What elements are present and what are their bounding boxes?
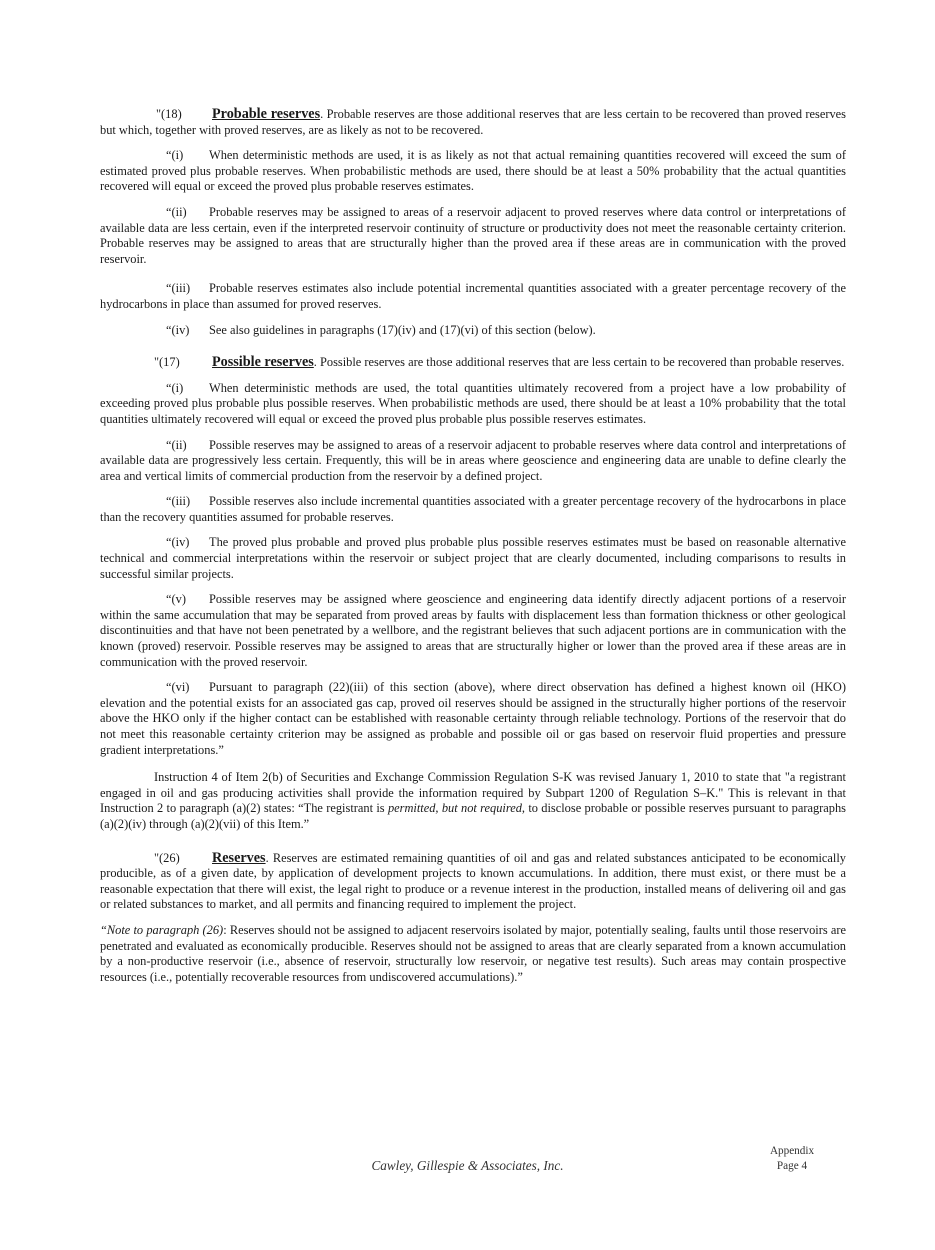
item-number: “(iv) (166, 322, 190, 337)
section-heading: Probable reserves (212, 106, 321, 122)
section-number: "(17) (154, 355, 180, 370)
document-body (100, 107, 846, 995)
item-number: “(ii) (166, 437, 187, 452)
item-number: “(i) (166, 148, 184, 163)
item-number: “(i) (166, 380, 184, 395)
item-number: “(iii) (166, 494, 191, 509)
item-text: When deterministic methods are used, the total quantities ultimately recovered from a project have a low probability of exceeding proved plus probable plus possible reserves. When probabilistic methods are used, there should be at least a 10% probability that the total quantities ultimately recovered will equal or exceed the proved plus probable plus possible reserves estimates. (100, 380, 846, 426)
note-text: : Reserves should not be assigned to adjacent reservoirs isolated by major, potentially sealing, faults until those reservoirs are penetrated and evaluated as economically producible. Reserves should not be assigned to areas that are clearly separated from a known accumulation by a non-productive reservoir (i.e., absence of reservoir, structurally low reservoir, or negative test results). Such areas may contain prospective resources (i.e., potentially recoverable resources from undiscovered accumulations).” (100, 922, 846, 984)
section-17-item-v (100, 592, 846, 670)
section-17-item-iii (100, 494, 846, 525)
section-heading: Possible reserves (212, 354, 314, 371)
item-text: Possible reserves may be assigned where geoscience and engineering data identify directly adjacent portions of a reservoir within the same accumulation that may be separated from proved areas by faults with displacement less than formation thickness or other geological discontinuities and that have not been penetrated by a wellbore, and the registrant believes that such adjacent portions are in communication with the known (proved) reservoir. Possible reserves may be assigned to areas that are structurally higher or lower than the proved area if these areas are in communication with the proved reservoir. (100, 592, 846, 669)
section-17-item-iv (100, 535, 846, 582)
item-number: “(iii) (166, 281, 191, 296)
item-text: Pursuant to paragraph (22)(iii) of this section (above), where direct observation has defined a highest known oil (HKO) elevation and the potential exists for an associated gas cap, proved oil reserves should be assigned in the structurally higher portions of the reservoir above the HKO only if the higher contact can be established with reasonable certainty through reliable technology. Portions of the reservoir that do not meet this reasonable certainty criterion may be assigned as probable and possible oil or gas based on reservoir fluid properties and pressure gradient interpretations.” (100, 680, 846, 757)
item-text: Possible reserves may be assigned to areas of a reservoir adjacent to probable reserves where data control and interpretations of available data are progressively less certain. Frequently, this will be in areas where geoscience and engineering data are unable to define clearly the area and vertical limits of commercial production from the reservoir by a defined project. (100, 437, 846, 483)
item-number: “(ii) (166, 204, 187, 219)
footer-page-info (764, 1144, 820, 1174)
section-18-item-iii (100, 281, 846, 312)
item-text: The proved plus probable and proved plus probable plus possible reserves estimates must be based on reasonable alternative technical and commercial interpretations within the reservoir or subject project that are clearly documented, including comparisons to results in successful similar projects. (100, 535, 846, 581)
footer-appendix-label: Appendix (769, 1145, 815, 1157)
item-number: “(vi) (166, 680, 190, 695)
instruction-emphasis: permitted, but not required (387, 801, 522, 816)
section-intro-text: . Possible reserves are those additional reserves that are less certain to be recovered than probable reserves. (313, 355, 845, 370)
section-17-item-ii (100, 438, 846, 485)
section-26-intro (100, 851, 846, 913)
item-text: Probable reserves estimates also include potential incremental quantities associated with a greater percentage recovery of the hydrocarbons in place than assumed for proved reserves. (100, 281, 846, 311)
item-text: When deterministic methods are used, it is as likely as not that actual remaining quantities recovered will exceed the sum of estimated proved plus probable reserves. When probabilistic methods are used, there should be at least a 50% probability that the actual quantities recovered will equal or exceed the proved plus probable reserves estimates. (100, 148, 846, 194)
section-17-intro (100, 355, 846, 371)
section-18-intro (100, 107, 846, 138)
footer-page-number: Page 4 (776, 1160, 808, 1172)
footer-firm-name: Cawley, Gillespie & Associates, Inc. (371, 1158, 564, 1173)
section-intro-text: . Reserves are estimated remaining quantities of oil and gas and related substances anticipated to be economically producible, as of a given date, by application of development projects to known accumulations. In addition, there must exist, or there must be a reasonable expectation that there will exist, the legal right to produce or a revenue interest in the production, installed means of delivering oil and gas or related substances to market, and all permits and financing required to implement the project. (100, 850, 846, 912)
item-text: See also guidelines in paragraphs (17)(iv) and (17)(vi) of this section (below). (209, 322, 596, 337)
instruction-text: Instruction 4 of Item 2(b) of Securities and Exchange Commission Regulation S-K was revised January 1, 2010 to state that "a registrant engaged in oil and gas producing activities shall provide the information required by Subpart 1200 of Regulation S–K." This is relevant in that Instruction 2 to paragraph (a)(2) states: “The registrant is (100, 770, 846, 816)
note-label: “Note to paragraph (26) (100, 922, 224, 937)
instruction-text-end: , to disclose probable or possible reserves pursuant to paragraphs (a)(2)(iv) through (a)(2)(vii) of this Item.” (100, 801, 846, 831)
section-number: "(26) (154, 850, 180, 865)
item-text: Probable reserves may be assigned to areas of a reservoir adjacent to proved reserves where data control or interpretations of available data are less certain, even if the interpreted reservoir continuity of structure or productivity does not meet the reasonable certainty criterion. Probable reserves may be assigned to areas that are structurally higher than the proved area if these areas are in communication with the proved reservoir. (100, 204, 846, 266)
item-number: “(v) (166, 592, 186, 607)
item-number: “(iv) (166, 535, 190, 550)
item-text: Possible reserves also include incremental quantities associated with a greater percentage recovery of the hydrocarbons in place than the recovery quantities assumed for probable reserves. (100, 494, 846, 524)
section-17-item-i (100, 381, 846, 428)
section-heading: Reserves (212, 849, 266, 866)
instruction-paragraph (100, 770, 846, 832)
section-intro-text: . Probable reserves are those additional reserves that are less certain to be recovered than proved reserves but which, together with proved reserves, are as likely as not to be recovered. (100, 107, 846, 137)
section-17-item-vi (100, 680, 846, 758)
section-number: "(18) (156, 107, 182, 121)
section-18-item-i (100, 148, 846, 195)
section-18-item-iv (100, 323, 846, 339)
note-paragraph (100, 923, 846, 985)
section-18-item-ii (100, 205, 846, 267)
